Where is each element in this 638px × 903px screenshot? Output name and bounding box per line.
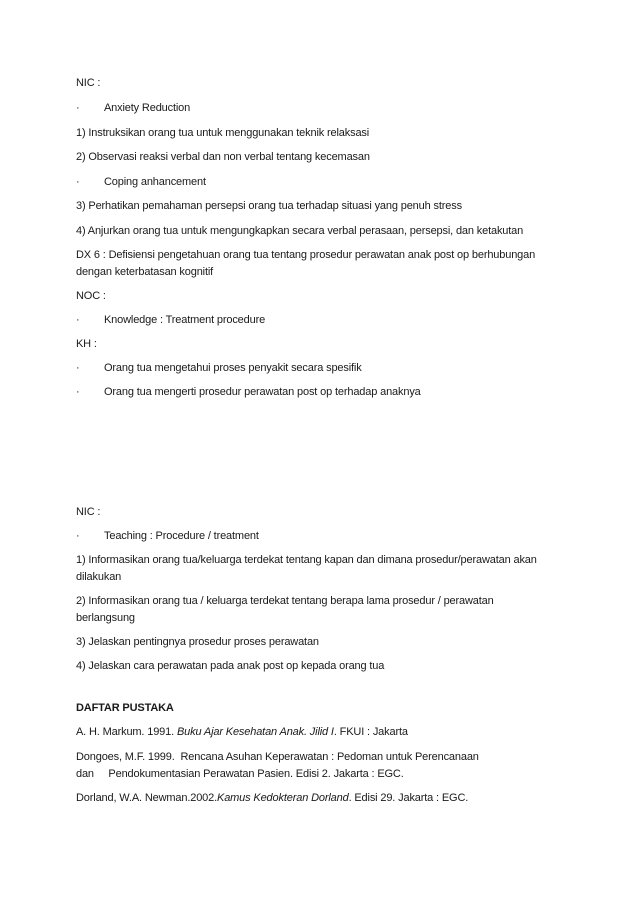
bullet-dot: · <box>76 386 80 398</box>
bullet-knowledge: Knowledge : Treatment procedure <box>104 314 266 326</box>
bullet-teaching: Teaching : Procedure / treatment <box>104 530 259 542</box>
nic2-item-4: 4) Jelaskan cara perawatan pada anak post op kepada orang tua <box>76 660 385 672</box>
reference-1-suffix: . FKUI : Jakarta <box>333 726 408 738</box>
daftar-pustaka-heading: DAFTAR PUSTAKA <box>76 702 174 714</box>
bullet-kh-2: Orang tua mengerti prosedur perawatan post op terhadap anaknya <box>104 386 421 398</box>
bullet-dot: · <box>76 102 80 114</box>
nic2-item-3: 3) Jelaskan pentingnya prosedur proses perawatan <box>76 636 319 648</box>
reference-3-title: Kamus Kedokteran Dorland <box>217 792 349 804</box>
kh-heading: KH : <box>76 338 97 350</box>
nic-item-4: 4) Anjurkan orang tua untuk mengungkapkan secara verbal perasaan, persepsi, dan ketakutan <box>76 225 524 237</box>
bullet-anxiety-reduction: Anxiety Reduction <box>104 102 191 114</box>
nic2-item-2a: 2) Informasikan orang tua / keluarga terdekat tentang berapa lama prosedur / perawatan <box>76 595 494 607</box>
bullet-dot: · <box>76 176 80 188</box>
bullet-coping: Coping anhancement <box>104 176 206 188</box>
nic-item-3: 3) Perhatikan pemahaman persepsi orang tua terhadap situasi yang penuh stress <box>76 200 462 212</box>
reference-2b: dan Pendokumentasian Perawatan Pasien. Edisi 2. Jakarta : EGC. <box>76 768 404 780</box>
bullet-dot: · <box>76 314 80 326</box>
reference-1-prefix: A. H. Markum. 1991. <box>76 726 177 738</box>
bullet-dot: · <box>76 362 80 374</box>
reference-1-title: Buku Ajar Kesehatan Anak. Jilid I <box>176 726 334 738</box>
bullet-dot: · <box>76 530 80 542</box>
nic-item-1: 1) Instruksikan orang tua untuk menggunakan teknik relaksasi <box>76 127 370 139</box>
nic2-heading: NIC : <box>76 506 101 518</box>
dx6-line-1: DX 6 : Defisiensi pengetahuan orang tua tentang prosedur perawatan anak post op berhubungan <box>76 249 536 261</box>
nic-item-2: 2) Observasi reaksi verbal dan non verbal tentang kecemasan <box>76 151 370 163</box>
reference-1 <box>76 724 408 740</box>
nic2-item-1a: 1) Informasikan orang tua/keluarga terdekat tentang kapan dan dimana prosedur/perawatan akan <box>76 554 537 566</box>
nic2-item-1b: dilakukan <box>76 571 122 583</box>
dx6-line-2: dengan keterbatasan kognitif <box>76 266 214 278</box>
reference-3-prefix: Dorland, W.A. Newman.2002. <box>76 792 218 804</box>
reference-2a: Dongoes, M.F. 1999. Rencana Asuhan Keperawatan : Pedoman untuk Perencanaan <box>76 751 479 763</box>
nic-heading: NIC : <box>76 77 101 89</box>
reference-3 <box>76 790 468 806</box>
reference-3-suffix: . Edisi 29. Jakarta : EGC. <box>348 792 469 804</box>
nic2-item-2b: berlangsung <box>76 612 135 624</box>
noc-heading: NOC : <box>76 290 106 302</box>
bullet-kh-1: Orang tua mengetahui proses penyakit secara spesifik <box>104 362 362 374</box>
